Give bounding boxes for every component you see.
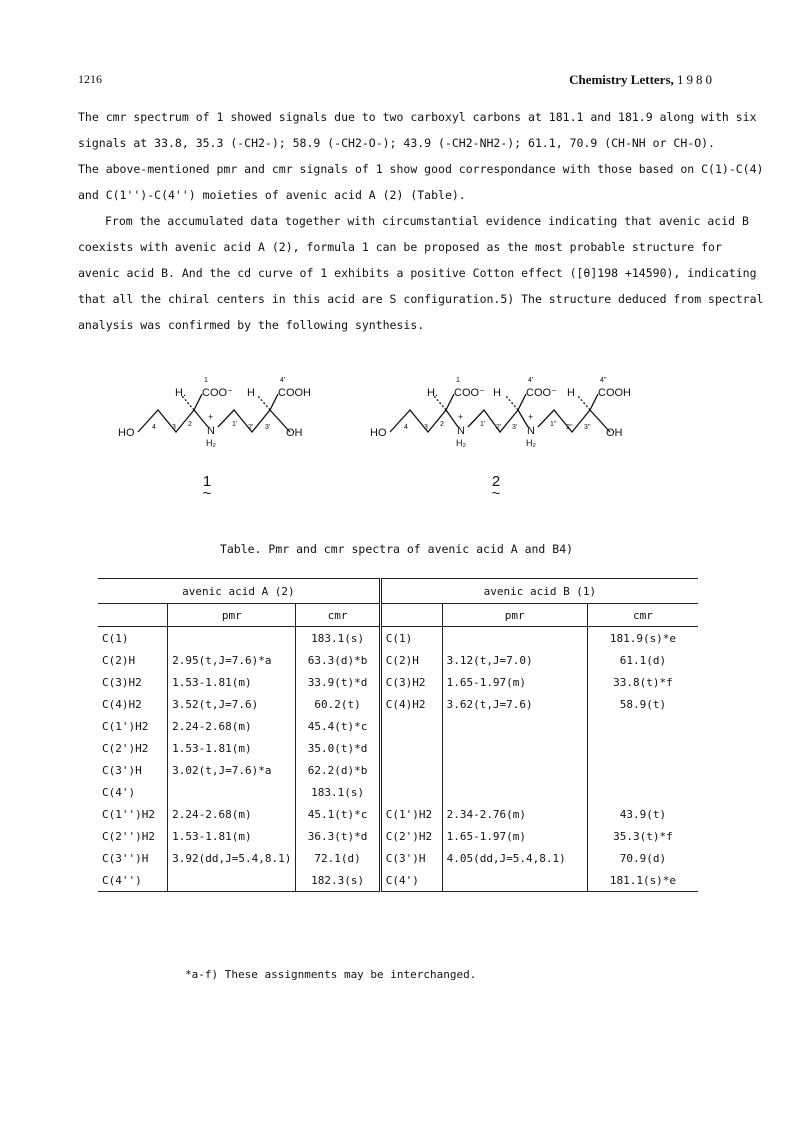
- backbone-bond: [538, 410, 610, 432]
- table-row: [98, 671, 698, 693]
- text-line: avenic acid B. And the cd curve of 1 exhibits a positive Cotton effect ([θ]198 +14590), indicating: [78, 266, 757, 280]
- text-line: The cmr spectrum of 1 showed signals due to two carboxyl carbons at 181.1 and 181.9 along with six: [78, 110, 757, 124]
- table-cell: C(3')H: [102, 763, 142, 777]
- table-cell: C(4''): [98, 869, 168, 892]
- svg-text:2: 2: [440, 421, 444, 428]
- table-group-header: [98, 579, 698, 604]
- table-cell: 1.65-1.97(m): [442, 671, 587, 693]
- table-cell: [380, 715, 442, 737]
- table-cell: C(4'): [380, 869, 442, 892]
- table-cell: [380, 737, 442, 759]
- svg-text:COOH: COOH: [598, 387, 631, 399]
- table-cell: 62.2(d)*b: [296, 759, 380, 781]
- page-header: [78, 72, 715, 90]
- table-cell: 3.92(dd,J=5.4,8.1): [168, 847, 296, 869]
- table-cell: 63.3(d)*b: [296, 649, 380, 671]
- table-cell: 1.53-1.81(m): [168, 825, 296, 847]
- paragraph-1: [78, 104, 764, 208]
- table-cell: 4.05(dd,J=5.4,8.1): [442, 847, 587, 869]
- carboxyl-bond: [590, 394, 598, 410]
- table-cell: [587, 781, 698, 803]
- svg-text:3: 3: [172, 424, 176, 431]
- table-cell: 1.53-1.81(m): [168, 671, 296, 693]
- table-cell: [442, 737, 587, 759]
- svg-text:HO: HO: [118, 427, 135, 439]
- svg-text:OH: OH: [286, 427, 303, 439]
- svg-text:4': 4': [528, 377, 534, 384]
- table-row: [98, 825, 698, 847]
- structure-1-label: 1 ~: [202, 473, 212, 502]
- text-line: coexists with avenic acid A (2), formula 1 can be proposed as the most probable structure for: [78, 240, 722, 254]
- hydrogen-bond: [506, 396, 518, 410]
- table-cell: C(3)H2: [102, 675, 142, 689]
- table-cell: C(2)H: [380, 649, 442, 671]
- svg-text:COOH: COOH: [278, 387, 311, 399]
- backbone-bond: [218, 410, 290, 432]
- table-cell: 2.24-2.68(m): [168, 715, 296, 737]
- carboxyl-bond: [446, 394, 454, 410]
- svg-text:1': 1': [232, 421, 238, 428]
- table-cell: 181.9(s)*e: [587, 627, 698, 650]
- table-row: [98, 781, 698, 803]
- table-row: [98, 693, 698, 715]
- table-cell: C(2')H2: [380, 825, 442, 847]
- table-cell: [442, 715, 587, 737]
- table-cell: [442, 869, 587, 892]
- svg-text:COO⁻: COO⁻: [526, 387, 557, 399]
- table-cell: C(2'')H2: [102, 829, 155, 843]
- table-cell: C(4)H2: [102, 697, 142, 711]
- table-cell: 72.1(d): [296, 847, 380, 869]
- table-cell: 33.8(t)*f: [587, 671, 698, 693]
- table-row: [98, 737, 698, 759]
- table-cell: C(3'')H: [102, 851, 149, 865]
- table-cell: 3.52(t,J=7.6): [168, 693, 296, 715]
- table-cell: 3.62(t,J=7.6): [442, 693, 587, 715]
- table-column-header: [98, 604, 698, 627]
- table-cell: [442, 627, 587, 650]
- table-cell: C(2')H2: [102, 741, 149, 755]
- svg-text:4'': 4'': [600, 377, 607, 384]
- table-cell: 1.65-1.97(m): [442, 825, 587, 847]
- table-row: [98, 803, 698, 825]
- svg-text:H.: H.: [175, 387, 186, 399]
- col-pmr-a: pmr: [168, 604, 296, 627]
- table-cell: 183.1(s): [296, 781, 380, 803]
- table-cell: [168, 869, 296, 892]
- svg-text:COO⁻: COO⁻: [202, 387, 233, 399]
- svg-text:3': 3': [265, 424, 271, 431]
- table-cell: [587, 737, 698, 759]
- table-cell: C(3')H: [380, 847, 442, 869]
- text-line: signals at 33.8, 35.3 (-CH2-); 58.9 (-CH2-O-); 43.9 (-CH2-NH2-); 61.1, 70.9 (CH-NH or CH-O).: [78, 136, 715, 150]
- table-cell: 45.1(t)*c: [296, 803, 380, 825]
- structure-1-diagram: [118, 372, 328, 497]
- svg-text:OH: OH: [606, 427, 623, 439]
- table-cell: C(4)H2: [380, 693, 442, 715]
- table-row: [98, 759, 698, 781]
- svg-text:+: +: [528, 412, 534, 422]
- svg-text:H: H: [493, 387, 501, 399]
- structure-2-diagram: [370, 372, 670, 497]
- table-cell: [380, 781, 442, 803]
- table-row: [98, 847, 698, 869]
- svg-text:H₂: H₂: [526, 438, 536, 448]
- svg-text:HO: HO: [370, 427, 387, 439]
- table-cell: C(1')H2: [102, 719, 149, 733]
- table-cell: C(3)H2: [380, 671, 442, 693]
- col-cmr-a: cmr: [296, 604, 380, 627]
- svg-text:H₂: H₂: [206, 438, 216, 448]
- svg-text:2'': 2'': [566, 424, 573, 431]
- table-cell: 58.9(t): [587, 693, 698, 715]
- table-cell: 3.12(t,J=7.0): [442, 649, 587, 671]
- svg-text:COO⁻: COO⁻: [454, 387, 485, 399]
- table-cell: 45.4(t)*c: [296, 715, 380, 737]
- group-a-header: avenic acid A (2): [98, 579, 380, 604]
- table-cell: C(1'')H2: [102, 807, 155, 821]
- table-cell: 2.34-2.76(m): [442, 803, 587, 825]
- svg-text:N: N: [457, 425, 465, 437]
- svg-text:N: N: [527, 425, 535, 437]
- carboxyl-bond: [194, 394, 202, 410]
- table-cell: 43.9(t): [587, 803, 698, 825]
- svg-text:4: 4: [404, 424, 408, 431]
- table-cell: C(1): [380, 627, 442, 650]
- svg-text:2': 2': [248, 424, 254, 431]
- page-number: 1216: [78, 72, 102, 86]
- table-cell: [587, 715, 698, 737]
- svg-text:H.: H.: [427, 387, 438, 399]
- table-cell: [380, 759, 442, 781]
- svg-text:1': 1': [480, 421, 486, 428]
- table-cell: 35.3(t)*f: [587, 825, 698, 847]
- text-line: From the accumulated data together with circumstantial evidence indicating that avenic acid B: [105, 214, 749, 228]
- spectra-table: [98, 578, 698, 892]
- text-line: The above-mentioned pmr and cmr signals of 1 show good correspondance with those based on C(1)-C(4): [78, 162, 764, 176]
- table-cell: 181.1(s)*e: [587, 869, 698, 892]
- svg-text:1: 1: [204, 377, 208, 384]
- group-b-header: avenic acid B (1): [380, 579, 698, 604]
- text-line: that all the chiral centers in this acid are S configuration.5) The structure deduced from spectral: [78, 292, 764, 306]
- journal-year: 1980: [677, 72, 715, 87]
- svg-text:+: +: [458, 412, 464, 422]
- table-row: [98, 627, 698, 650]
- svg-text:3: 3: [424, 424, 428, 431]
- svg-text:3': 3': [512, 424, 518, 431]
- svg-text:2: 2: [188, 421, 192, 428]
- table-cell: 2.24-2.68(m): [168, 803, 296, 825]
- carboxyl-bond: [270, 394, 278, 410]
- paragraph-2: [78, 208, 764, 338]
- svg-text:2': 2': [496, 424, 502, 431]
- svg-text:H: H: [567, 387, 575, 399]
- svg-text:1: 1: [456, 377, 460, 384]
- carboxyl-bond: [518, 394, 526, 410]
- table-cell: [442, 759, 587, 781]
- journal-name: Chemistry Letters, 1980: [569, 72, 715, 87]
- svg-text:H₂: H₂: [456, 438, 466, 448]
- table-cell: 61.1(d): [587, 649, 698, 671]
- table-cell: [587, 759, 698, 781]
- table-cell: C(4'): [102, 785, 136, 799]
- text-line: analysis was confirmed by the following synthesis.: [78, 318, 425, 332]
- table-cell: [168, 781, 296, 803]
- table-cell: [442, 781, 587, 803]
- table-cell: 36.3(t)*d: [296, 825, 380, 847]
- table-cell: C(1): [102, 631, 129, 645]
- svg-text:4: 4: [152, 424, 156, 431]
- svg-text:N: N: [207, 425, 215, 437]
- table-row: [98, 649, 698, 671]
- table-cell: 182.3(s): [296, 869, 380, 892]
- table-cell: 60.2(t): [296, 693, 380, 715]
- table-row: [98, 869, 698, 892]
- table-cell: 70.9(d): [587, 847, 698, 869]
- hydrogen-bond: [258, 396, 270, 410]
- col-cmr-b: cmr: [587, 604, 698, 627]
- svg-text:H: H: [247, 387, 255, 399]
- text-line: and C(1'')-C(4'') moieties of avenic acid A (2) (Table).: [78, 188, 466, 202]
- table-cell: C(2)H: [102, 653, 136, 667]
- table-cell: [168, 627, 296, 650]
- col-pmr-b: pmr: [442, 604, 587, 627]
- structure-2-label: 2 ~: [491, 473, 501, 502]
- table-cell: 1.53-1.81(m): [168, 737, 296, 759]
- table-cell: 3.02(t,J=7.6)*a: [168, 759, 296, 781]
- svg-text:3'': 3'': [584, 424, 591, 431]
- table-cell: 33.9(t)*d: [296, 671, 380, 693]
- table-row: [98, 715, 698, 737]
- svg-text:+: +: [208, 412, 214, 422]
- table-footnote: *a-f) These assignments may be interchanged.: [185, 968, 477, 981]
- svg-text:4': 4': [280, 377, 286, 384]
- table-body: [98, 627, 698, 892]
- table-cell: 2.95(t,J=7.6)*a: [168, 649, 296, 671]
- table-caption: Table. Pmr and cmr spectra of avenic acid A and B4): [219, 542, 574, 556]
- table-cell: C(1')H2: [380, 803, 442, 825]
- table-cell: 183.1(s): [296, 627, 380, 650]
- table-cell: 35.0(t)*d: [296, 737, 380, 759]
- hydrogen-bond: [578, 396, 590, 410]
- svg-text:1'': 1'': [550, 421, 557, 428]
